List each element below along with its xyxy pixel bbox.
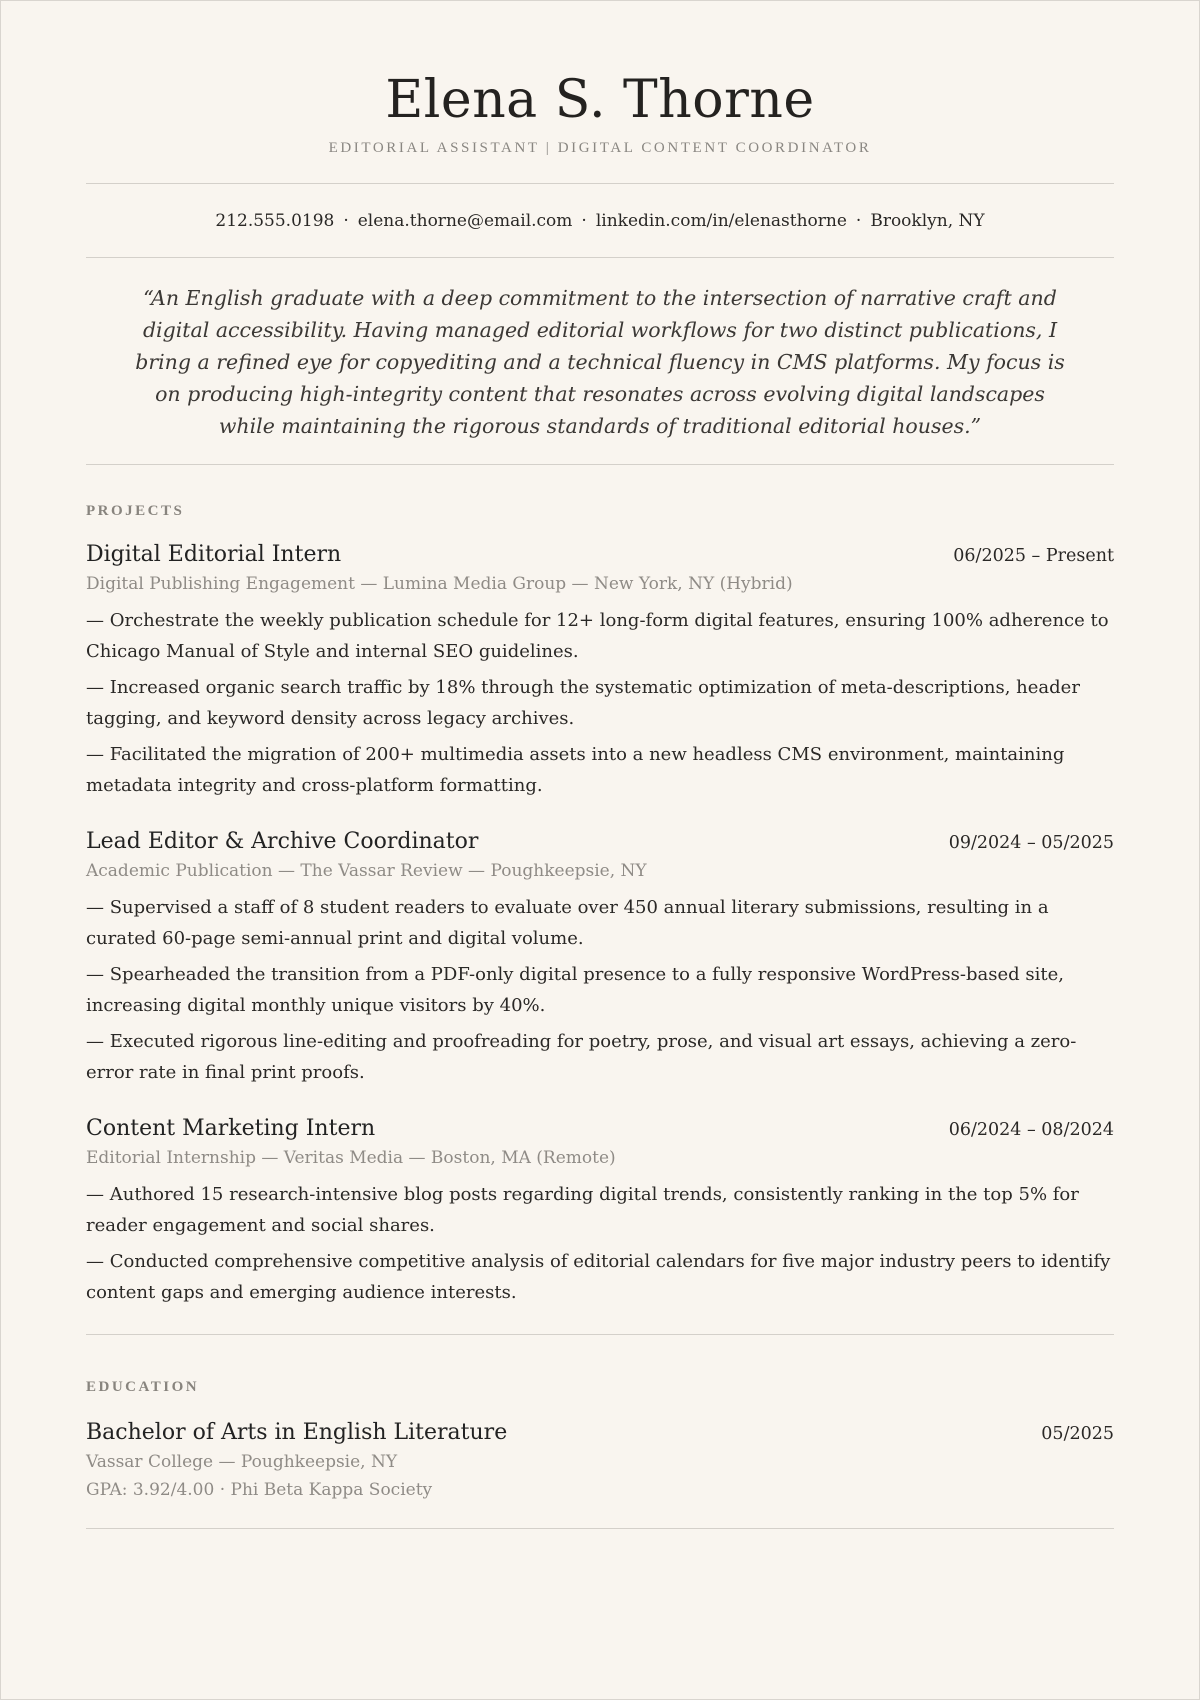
entry-header — [86, 827, 1114, 857]
candidate-title: EDITORIAL ASSISTANT | DIGITAL CONTENT COORDINATOR — [328, 140, 872, 156]
education-header — [86, 1418, 1114, 1448]
entry-bullet: — Executed rigorous line-editing and proofreading for poetry, prose, and visual art essays, achieving a zero-error rate in final print proofs. — [86, 1031, 1077, 1083]
entry-bullet: — Conducted comprehensive competitive analysis of editorial calendars for five major industry peers to identify content gaps and emerging audience interests. — [86, 1251, 1111, 1303]
section-heading-education: EDUCATION — [86, 1379, 200, 1395]
degree-title: Bachelor of Arts in English Literature — [86, 1420, 508, 1445]
entry-bullet: — Spearheaded the transition from a PDF-only digital presence to a fully responsive WordPress-based site, increasing digital monthly unique visitors by 40%. — [86, 964, 1064, 1016]
contact-separator: · — [855, 211, 862, 231]
contact-location: Brooklyn, NY — [870, 211, 985, 231]
entry-date: 09/2024 – 05/2025 — [948, 833, 1114, 853]
entry-bullet: — Supervised a staff of 8 student readers to evaluate over 450 annual literary submissions, resulting in a curated 60-page semi-annual print and digital volume. — [86, 897, 1049, 949]
school-name: Vassar College — Poughkeepsie, NY — [86, 1452, 398, 1472]
entry-title: Digital Editorial Intern — [86, 542, 342, 567]
entry-organization: Digital Publishing Engagement — Lumina Media Group — New York, NY (Hybrid) — [86, 574, 793, 594]
contact-phone[interactable]: 212.555.0198 — [215, 211, 335, 231]
project-entry — [86, 827, 1114, 1088]
entry-organization: Academic Publication — The Vassar Review — Poughkeepsie, NY — [86, 861, 647, 881]
entry-bullet: — Authored 15 research-intensive blog posts regarding digital trends, consistently ranking in the top 5% for reader engagement and social shares. — [86, 1184, 1079, 1236]
entry-header — [86, 540, 1114, 570]
entry-bullet: — Facilitated the migration of 200+ multimedia assets into a new headless CMS environment, maintaining metadata integrity and cross-platform formatting. — [86, 744, 1065, 796]
entry-organization: Editorial Internship — Veritas Media — Boston, MA (Remote) — [86, 1148, 616, 1168]
entry-header — [86, 1114, 1114, 1144]
divider — [86, 1528, 1114, 1529]
contact-line — [86, 184, 1114, 257]
projects-section — [86, 465, 1114, 1308]
contact-email[interactable]: elena.thorne@email.com — [357, 211, 573, 231]
summary-statement: “An English graduate with a deep commitment to the intersection of narrative craft and digital accessibility. Having managed editorial workflows for two distinct publications, I bring a refined eye for copyediting and a technical fluency in CMS platforms. My focus is on producing high-integrity content that resonates across evolving digital landscapes while maintaining the rigorous standards of traditional editorial houses.” — [135, 286, 1065, 438]
graduation-date: 05/2025 — [1041, 1424, 1114, 1444]
candidate-name: Elena S. Thorne — [385, 70, 815, 130]
academic-honors: GPA: 3.92/4.00 · Phi Beta Kappa Society — [86, 1480, 433, 1500]
resume-content — [86, 1, 1114, 1529]
entry-bullet: — Orchestrate the weekly publication schedule for 12+ long-form digital features, ensuring 100% adherence to Chicago Manual of Style and internal SEO guidelines. — [86, 610, 1109, 662]
contact-separator: · — [343, 211, 349, 231]
project-entry — [86, 1114, 1114, 1308]
contact-linkedin[interactable]: linkedin.com/in/elenasthorne — [595, 211, 847, 231]
education-section — [86, 1335, 1114, 1528]
entry-title: Lead Editor & Archive Coordinator — [86, 829, 479, 854]
entry-title: Content Marketing Intern — [86, 1116, 376, 1141]
entry-date: 06/2024 – 08/2024 — [948, 1120, 1114, 1140]
entry-date: 06/2025 – Present — [953, 546, 1114, 566]
contact-separator: · — [581, 211, 587, 231]
section-heading-projects: PROJECTS — [86, 503, 185, 519]
project-entry — [86, 540, 1114, 801]
entry-bullet: — Increased organic search traffic by 18% through the systematic optimization of meta-descriptions, header tagging, and keyword density across legacy archives. — [86, 677, 1080, 729]
